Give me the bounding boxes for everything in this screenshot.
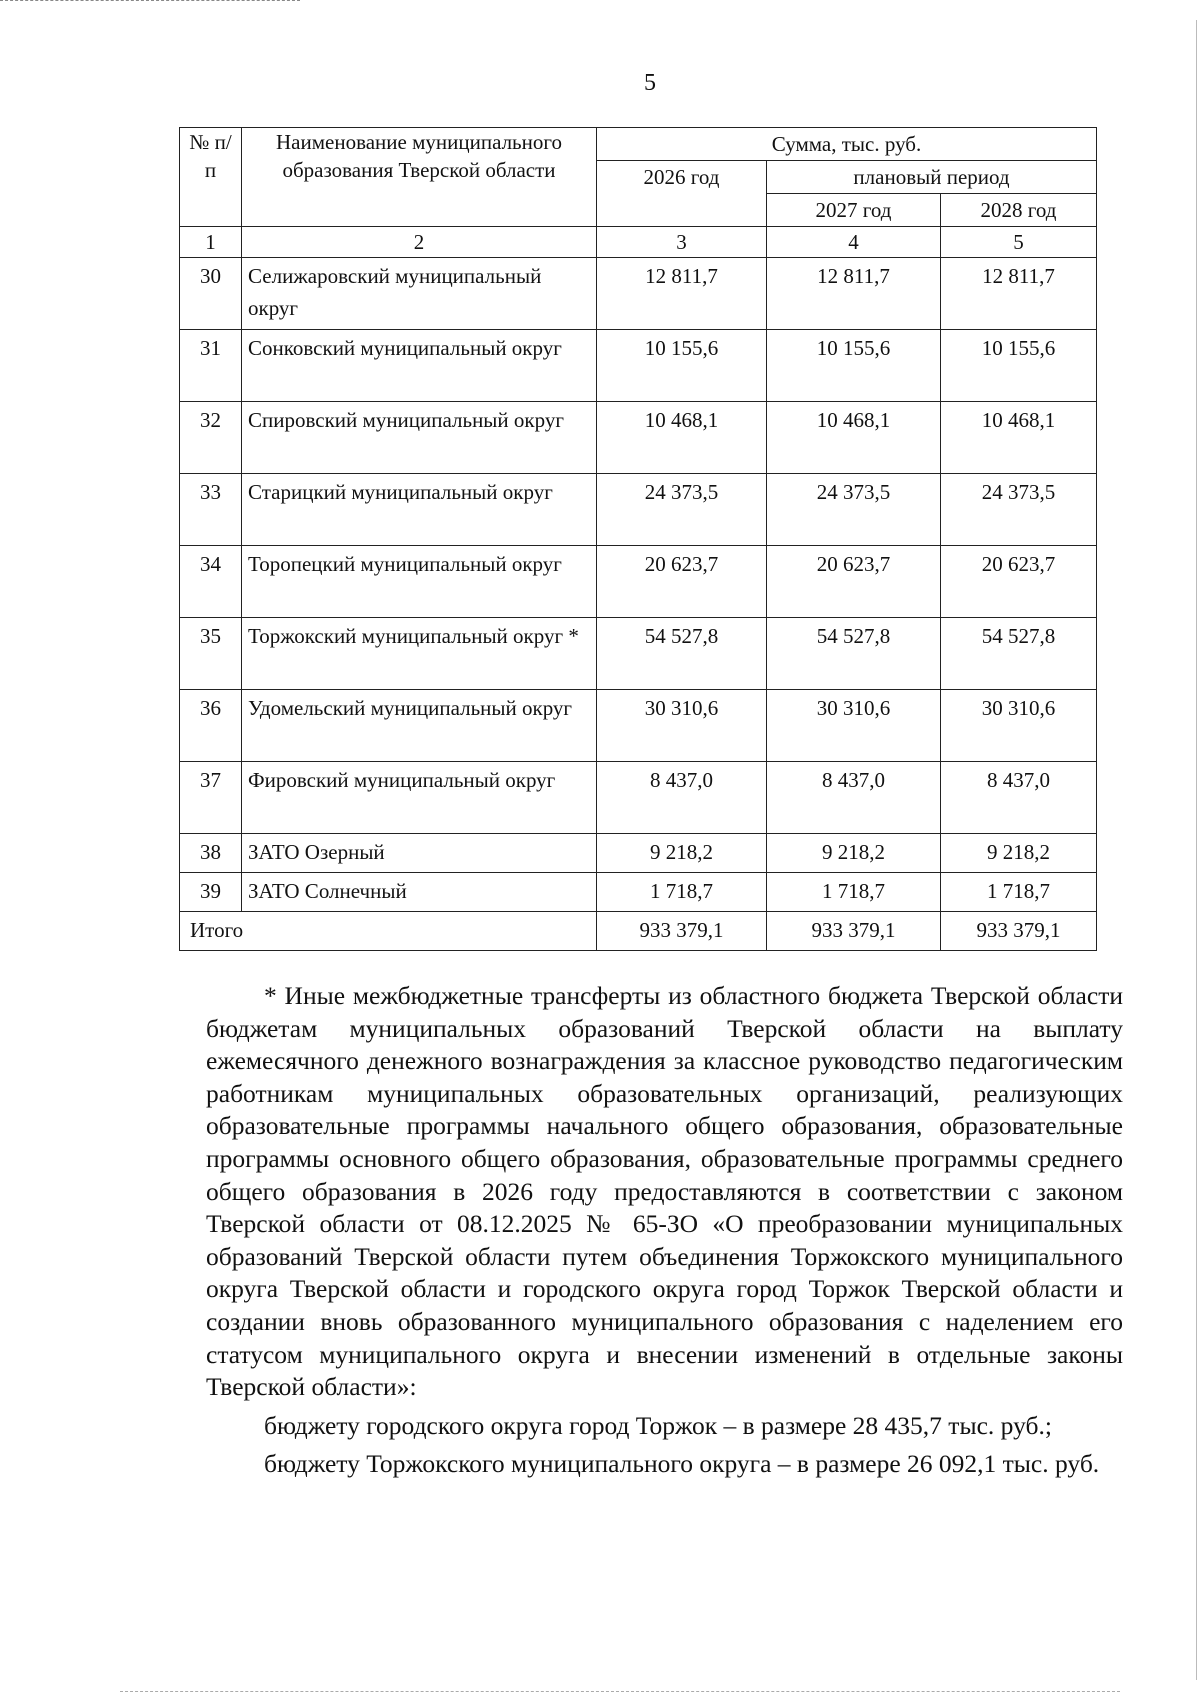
- row-num: 33: [180, 474, 242, 546]
- row-num: 32: [180, 402, 242, 474]
- table-row: [180, 762, 1097, 834]
- table-row: [180, 834, 1097, 873]
- row-num: 39: [180, 873, 242, 912]
- total-2027: 933 379,1: [767, 912, 941, 951]
- row-name: Торжокский муниципальный округ *: [242, 618, 597, 690]
- row-2027: 1 718,7: [767, 873, 941, 912]
- footnote-item-torzhok-city: бюджету городского округа город Торжок – в размере 28 435,7 тыс. руб.;: [264, 1410, 1052, 1440]
- row-2026: 10 468,1: [597, 402, 767, 474]
- scan-edge-right: [1196, 20, 1197, 1680]
- row-2028: 12 811,7: [941, 258, 1097, 330]
- row-2026: 8 437,0: [597, 762, 767, 834]
- header-planned-period: плановый период: [767, 161, 1097, 194]
- row-2026: 30 310,6: [597, 690, 767, 762]
- column-number-row: [180, 227, 1097, 258]
- row-2026: 20 623,7: [597, 546, 767, 618]
- page-number: 5: [644, 70, 656, 96]
- row-2028: 10 468,1: [941, 402, 1097, 474]
- column-number: 5: [941, 227, 1097, 258]
- row-2028: 10 155,6: [941, 330, 1097, 402]
- row-2026: 10 155,6: [597, 330, 767, 402]
- scan-edge-top: [0, 0, 300, 1]
- row-2027: 30 310,6: [767, 690, 941, 762]
- row-2027: 10 155,6: [767, 330, 941, 402]
- header-num: № п/п: [180, 128, 242, 227]
- table-row: [180, 618, 1097, 690]
- row-name: Селижаровский муниципальный округ: [242, 258, 597, 330]
- row-num: 36: [180, 690, 242, 762]
- row-2026: 9 218,2: [597, 834, 767, 873]
- table-row: [180, 258, 1097, 330]
- row-num: 31: [180, 330, 242, 402]
- row-name: Спировский муниципальный округ: [242, 402, 597, 474]
- budget-table: [179, 127, 1097, 951]
- row-2026: 12 811,7: [597, 258, 767, 330]
- row-name: Сонковский муниципальный округ: [242, 330, 597, 402]
- total-2026: 933 379,1: [597, 912, 767, 951]
- row-name: Старицкий муниципальный округ: [242, 474, 597, 546]
- footnote-main-text: * Иные межбюджетные трансферты из областного бюджета Тверской области бюджетам муниципальных образований Тверской области на выплату ежемесячного денежного вознаграждения за классное руководство педагогическим работникам муниципальных образовательных организаций, реализующих образовательные программы начального общего образования, образовательные программы основного общего образования, образовательные программы среднего общего образования в 2026 году предоставляются в соответствии с законом Тверской области от 08.12.2025 № 65-ЗО «О преобразовании муниципальных образований Тверской области путем объединения Торжокского муниципального округа Тверской области и городского округа город Торжок Тверской области и создании вновь образованного муниципального образования с наделением его статусом муниципального округа и внесении изменений в отдельные законы Тверской области»:: [206, 981, 1123, 1402]
- row-2028: 1 718,7: [941, 873, 1097, 912]
- row-2028: 20 623,7: [941, 546, 1097, 618]
- row-num: 35: [180, 618, 242, 690]
- header-2028: 2028 год: [941, 194, 1097, 227]
- header-name: Наименование муниципального образования Тверской области: [242, 128, 597, 227]
- total-row: [180, 912, 1097, 951]
- header-2027: 2027 год: [767, 194, 941, 227]
- row-2027: 54 527,8: [767, 618, 941, 690]
- footnote-item-torzhok-district: бюджету Торжокского муниципального округа – в размере 26 092,1 тыс. руб.: [264, 1449, 1100, 1479]
- header-sum: Сумма, тыс. руб.: [597, 128, 1097, 161]
- row-2028: 54 527,8: [941, 618, 1097, 690]
- row-name: Фировский муниципальный округ: [242, 762, 597, 834]
- table-row: [180, 873, 1097, 912]
- row-num: 34: [180, 546, 242, 618]
- row-name: Торопецкий муниципальный округ: [242, 546, 597, 618]
- row-2028: 30 310,6: [941, 690, 1097, 762]
- header-2026: 2026 год: [597, 161, 767, 227]
- row-2028: 24 373,5: [941, 474, 1097, 546]
- row-2027: 12 811,7: [767, 258, 941, 330]
- row-2027: 24 373,5: [767, 474, 941, 546]
- column-number: 4: [767, 227, 941, 258]
- row-2027: 10 468,1: [767, 402, 941, 474]
- row-2027: 8 437,0: [767, 762, 941, 834]
- table-row: [180, 690, 1097, 762]
- row-2026: 54 527,8: [597, 618, 767, 690]
- row-2026: 24 373,5: [597, 474, 767, 546]
- row-2027: 9 218,2: [767, 834, 941, 873]
- table-row: [180, 546, 1097, 618]
- total-2028: 933 379,1: [941, 912, 1097, 951]
- row-2028: 9 218,2: [941, 834, 1097, 873]
- row-name: ЗАТО Солнечный: [242, 873, 597, 912]
- row-num: 37: [180, 762, 242, 834]
- column-number: 1: [180, 227, 242, 258]
- row-name: ЗАТО Озерный: [242, 834, 597, 873]
- row-name: Удомельский муниципальный округ: [242, 690, 597, 762]
- table-row: [180, 330, 1097, 402]
- column-number: 2: [242, 227, 597, 258]
- column-number: 3: [597, 227, 767, 258]
- total-label: Итого: [180, 912, 597, 951]
- footnote: [206, 980, 1123, 1481]
- row-2028: 8 437,0: [941, 762, 1097, 834]
- table-row: [180, 402, 1097, 474]
- row-num: 38: [180, 834, 242, 873]
- scan-edge-bottom: [120, 1691, 1120, 1692]
- row-2027: 20 623,7: [767, 546, 941, 618]
- table-row: [180, 474, 1097, 546]
- row-num: 30: [180, 258, 242, 330]
- row-2026: 1 718,7: [597, 873, 767, 912]
